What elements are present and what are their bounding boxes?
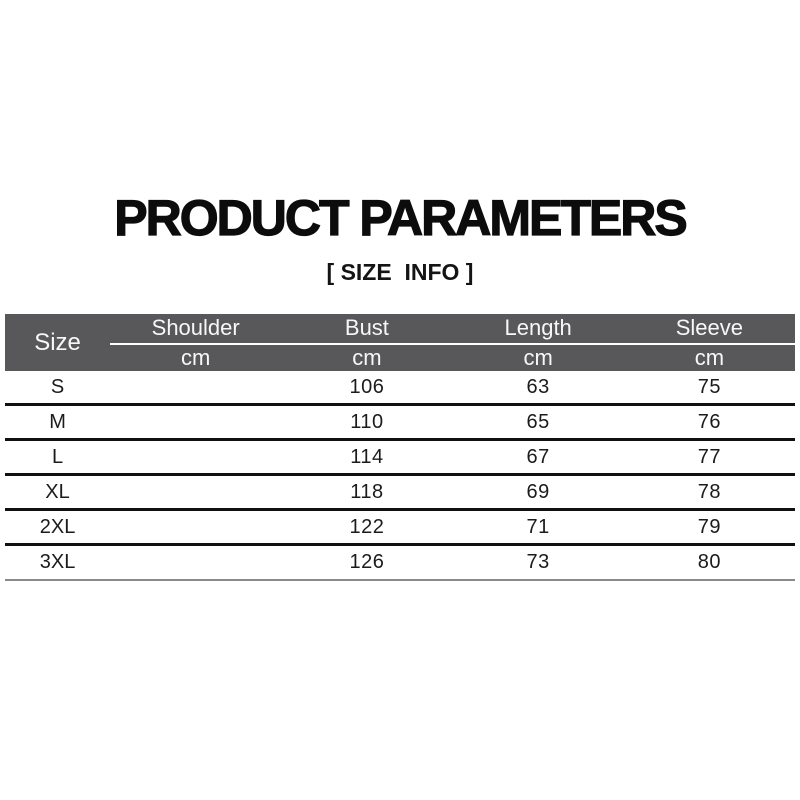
measure-labels-row xyxy=(110,314,795,345)
length-value: 73 xyxy=(526,551,550,573)
size-column-header: Size xyxy=(34,328,81,356)
length-value: 63 xyxy=(526,375,550,398)
col-header-length: Length xyxy=(504,315,572,341)
length-value: 65 xyxy=(526,410,550,433)
col-header-sleeve: Sleeve xyxy=(675,315,744,341)
measure-columns-header xyxy=(110,314,795,371)
length-value: 67 xyxy=(526,445,550,468)
bust-value: 126 xyxy=(349,551,385,573)
length-value: 69 xyxy=(526,480,550,503)
size-table xyxy=(5,314,795,581)
size-label: S xyxy=(50,375,65,398)
bust-value: 114 xyxy=(350,445,384,468)
unit-shoulder: cm xyxy=(181,344,211,370)
measure-units-row xyxy=(110,345,795,371)
col-header-shoulder: Shoulder xyxy=(151,315,240,341)
sleeve-value: 79 xyxy=(697,515,721,538)
sleeve-value: 75 xyxy=(697,375,721,398)
table-row xyxy=(5,546,795,581)
unit-sleeve: cm xyxy=(694,344,725,370)
page-title: PRODUCT PARAMETERS xyxy=(114,190,686,246)
bust-value: 122 xyxy=(349,515,385,538)
bust-value: 110 xyxy=(350,410,384,433)
sleeve-value: 78 xyxy=(697,480,721,503)
table-row xyxy=(5,406,795,441)
size-label: XL xyxy=(45,480,70,503)
bust-value: 118 xyxy=(350,480,384,503)
size-label: L xyxy=(51,445,64,468)
table-body xyxy=(5,371,795,581)
page-subtitle: [ SIZE INFO ] xyxy=(326,259,474,285)
table-row xyxy=(5,441,795,476)
table-row xyxy=(5,371,795,406)
unit-length: cm xyxy=(523,344,553,370)
size-label: 3XL xyxy=(39,551,76,573)
table-row xyxy=(5,476,795,511)
size-label: M xyxy=(49,410,66,433)
sleeve-value: 77 xyxy=(697,445,721,468)
table-row xyxy=(5,511,795,546)
col-header-bust: Bust xyxy=(344,315,389,341)
unit-bust: cm xyxy=(352,344,382,370)
sleeve-value: 80 xyxy=(697,551,721,573)
sleeve-value: 76 xyxy=(697,410,721,433)
size-label: 2XL xyxy=(39,515,76,538)
length-value: 71 xyxy=(526,515,550,538)
bust-value: 106 xyxy=(349,375,385,398)
table-header xyxy=(5,314,795,371)
